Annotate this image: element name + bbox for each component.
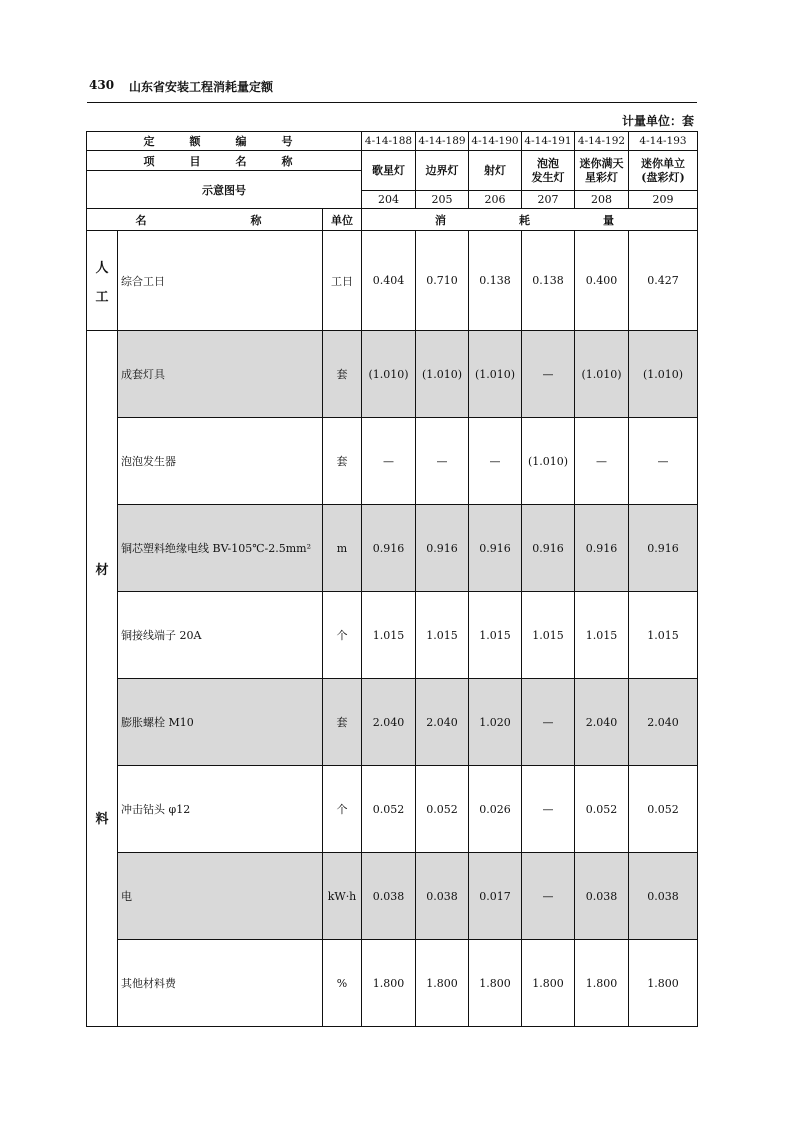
quota-code: 4-14-192 — [575, 132, 629, 151]
material-name: 电 — [118, 853, 323, 940]
labor-unit: 工日 — [323, 231, 362, 331]
diagram-no: 206 — [469, 191, 522, 209]
material-row — [87, 679, 698, 766]
material-value: 0.916 — [629, 505, 698, 592]
item-name-label: 项 目 名 称 — [87, 151, 362, 171]
item-name: 歌星灯 — [362, 151, 416, 191]
material-unit: 个 — [323, 592, 362, 679]
material-value: 1.800 — [469, 940, 522, 1027]
material-value: 1.800 — [522, 940, 575, 1027]
material-unit: m — [323, 505, 362, 592]
material-value: 0.038 — [629, 853, 698, 940]
labor-name: 综合工日 — [118, 231, 323, 331]
category-labor — [87, 231, 118, 331]
material-value: (1.010) — [416, 331, 469, 418]
material-value: — — [469, 418, 522, 505]
material-value: 0.916 — [362, 505, 416, 592]
diagram-no: 209 — [629, 191, 698, 209]
item-name: 迷你单立 (盘彩灯) — [629, 151, 698, 191]
category-char: 工 — [95, 289, 109, 305]
labor-value: 0.138 — [522, 231, 575, 331]
labor-value: 0.427 — [629, 231, 698, 331]
item-name: 边界灯 — [416, 151, 469, 191]
category-char: 人 — [95, 260, 109, 276]
quota-code: 4-14-190 — [469, 132, 522, 151]
quota-code: 4-14-193 — [629, 132, 698, 151]
material-row — [87, 766, 698, 853]
quota-code: 4-14-188 — [362, 132, 416, 151]
material-value: 0.916 — [575, 505, 629, 592]
material-value: 1.015 — [362, 592, 416, 679]
material-name: 膨胀螺栓 M10 — [118, 679, 323, 766]
material-row — [87, 418, 698, 505]
material-unit: kW·h — [323, 853, 362, 940]
quota-code: 4-14-191 — [522, 132, 575, 151]
labor-value: 0.138 — [469, 231, 522, 331]
material-value: 0.038 — [575, 853, 629, 940]
material-row — [87, 592, 698, 679]
row-item-name — [87, 151, 698, 171]
consumption-heading: 消 耗 量 — [362, 209, 698, 231]
material-value: 0.017 — [469, 853, 522, 940]
material-row — [87, 940, 698, 1027]
material-name: 泡泡发生器 — [118, 418, 323, 505]
category-materials — [87, 331, 118, 1027]
material-value: 1.800 — [416, 940, 469, 1027]
material-name: 铜芯塑料绝缘电线 BV-105℃-2.5mm² — [118, 505, 323, 592]
material-value: (1.010) — [575, 331, 629, 418]
material-value: 2.040 — [362, 679, 416, 766]
material-value: 0.916 — [522, 505, 575, 592]
diagram-no: 208 — [575, 191, 629, 209]
category-char: 料 — [95, 812, 109, 827]
material-value: 0.038 — [416, 853, 469, 940]
material-value: — — [629, 418, 698, 505]
material-row — [87, 331, 698, 418]
labor-value: 0.404 — [362, 231, 416, 331]
material-value: 1.800 — [629, 940, 698, 1027]
material-name: 其他材料费 — [118, 940, 323, 1027]
material-value: 1.015 — [629, 592, 698, 679]
material-value: — — [416, 418, 469, 505]
item-name: 迷你满天 星彩灯 — [575, 151, 629, 191]
category-char: 材 — [95, 563, 109, 578]
labor-value: 0.710 — [416, 231, 469, 331]
material-unit: % — [323, 940, 362, 1027]
material-value: 0.052 — [416, 766, 469, 853]
row-column-headings — [87, 209, 698, 231]
material-value: 0.916 — [416, 505, 469, 592]
material-value: 1.020 — [469, 679, 522, 766]
material-unit: 套 — [323, 418, 362, 505]
page-header — [87, 74, 697, 103]
item-name: 射灯 — [469, 151, 522, 191]
quota-table — [86, 131, 698, 1027]
material-value: — — [522, 331, 575, 418]
material-name: 冲击钻头 φ12 — [118, 766, 323, 853]
material-value: — — [522, 853, 575, 940]
material-value: 1.015 — [469, 592, 522, 679]
page-number: 430 — [89, 78, 115, 92]
material-name: 铜接线端子 20A — [118, 592, 323, 679]
quota-no-label: 定 额 编 号 — [87, 132, 362, 151]
material-value: (1.010) — [469, 331, 522, 418]
material-value: 1.015 — [416, 592, 469, 679]
material-value: 0.052 — [362, 766, 416, 853]
material-value: (1.010) — [522, 418, 575, 505]
material-value: (1.010) — [362, 331, 416, 418]
row-quota-no — [87, 132, 698, 151]
material-name: 成套灯具 — [118, 331, 323, 418]
material-row — [87, 505, 698, 592]
material-value: 0.052 — [629, 766, 698, 853]
material-value: 2.040 — [416, 679, 469, 766]
book-title: 山东省安装工程消耗量定额 — [129, 80, 274, 94]
material-value: 0.026 — [469, 766, 522, 853]
material-value: 0.052 — [575, 766, 629, 853]
material-value: 0.916 — [469, 505, 522, 592]
diagram-no-label: 示意图号 — [87, 171, 362, 209]
material-unit: 套 — [323, 331, 362, 418]
quota-code: 4-14-189 — [416, 132, 469, 151]
unit-of-measure: 计量单位：套 — [621, 114, 694, 128]
material-value: 1.015 — [522, 592, 575, 679]
material-value: — — [362, 418, 416, 505]
unit-heading: 单位 — [323, 209, 362, 231]
diagram-no: 207 — [522, 191, 575, 209]
diagram-no: 204 — [362, 191, 416, 209]
material-value: — — [575, 418, 629, 505]
material-value: 1.015 — [575, 592, 629, 679]
material-value: 1.800 — [575, 940, 629, 1027]
material-value: — — [522, 679, 575, 766]
material-value: 2.040 — [629, 679, 698, 766]
item-name: 泡泡 发生灯 — [522, 151, 575, 191]
material-value: 1.800 — [362, 940, 416, 1027]
material-value: (1.010) — [629, 331, 698, 418]
material-unit: 个 — [323, 766, 362, 853]
material-value: 0.038 — [362, 853, 416, 940]
material-value: — — [522, 766, 575, 853]
material-row — [87, 853, 698, 940]
diagram-no: 205 — [416, 191, 469, 209]
material-value: 2.040 — [575, 679, 629, 766]
labor-value: 0.400 — [575, 231, 629, 331]
name-heading: 名 称 — [87, 209, 323, 231]
material-unit: 套 — [323, 679, 362, 766]
row-labor — [87, 231, 698, 331]
